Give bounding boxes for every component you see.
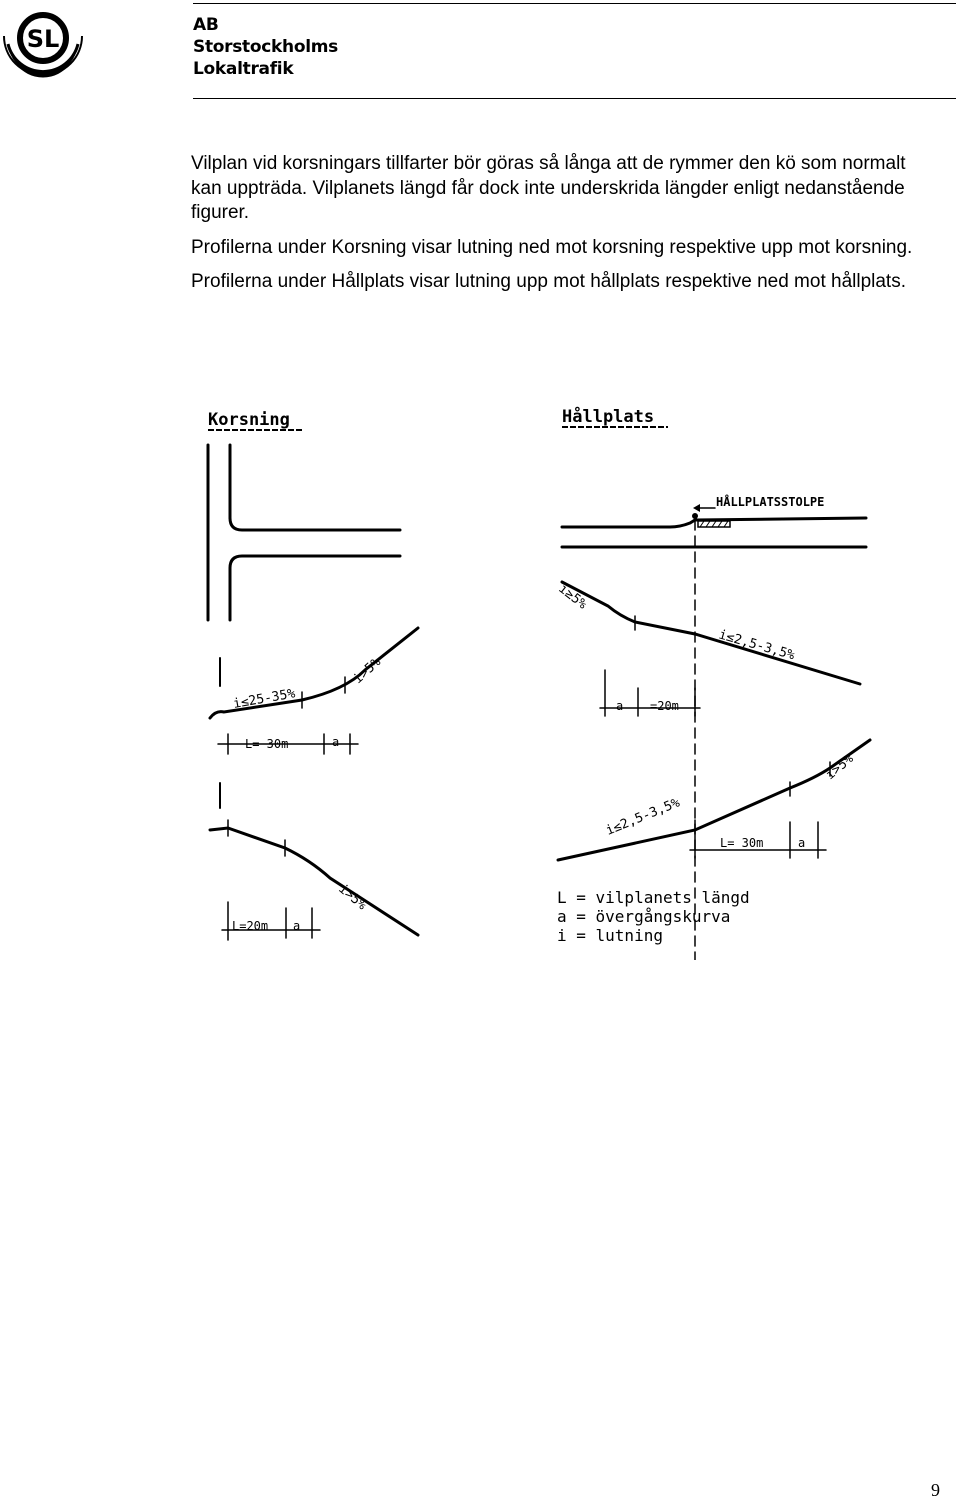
hallplats-profile-bottom [558, 740, 870, 860]
header-rule [193, 98, 956, 99]
hallplats-length-30: L= 30m [720, 836, 764, 850]
korsning-length-20: L=20m [232, 919, 269, 933]
svg-text:SL: SL [26, 25, 60, 53]
hallplats-slope-steep-top: i≥5% [555, 581, 590, 613]
korsning-slope-down: i>5% [335, 881, 370, 914]
paragraph-1: Vilplan vid korsningars tillfarter bör göras så långa att de rymmer den kö som normalt kan uppträda. Vilplanets längd får dock inte underskrida längder enligt nedanstående figurer. [191, 153, 906, 223]
korsning-slope-high: i>5% [350, 654, 384, 687]
profile-figure [190, 390, 890, 960]
korsning-profile-down [210, 783, 418, 935]
company-line-1: AB [193, 15, 219, 35]
company-line-3: Lokaltrafik [193, 59, 294, 79]
paragraph-3: Profilerna under Hållplats visar lutning upp mot hållplats respektive ned mot hållplats. [191, 271, 906, 292]
stop-pole-label: HÅLLPLATSSTOLPE [716, 495, 825, 509]
korsning-plan [208, 445, 400, 620]
header-rule-top [193, 3, 956, 4]
korsning-a-2: a [293, 919, 301, 933]
korsning-slope-low: i≤25-35% [232, 686, 297, 712]
hallplats-slope-flat-top: i≤2,5-3,5% [716, 627, 797, 664]
hallplats-length-20: =20m [650, 699, 679, 713]
hallplats-slope-steep-bottom: i>5% [822, 751, 857, 784]
paragraph-2: Profilerna under Korsning visar lutning ned mot korsning respektive upp mot korsning. [191, 236, 913, 258]
hallplats-slope-flat-bottom: i≤2,5-3,5% [603, 795, 683, 839]
profile-diagram [190, 390, 890, 960]
body-text [191, 152, 931, 305]
legend-line-3: i = lutning [557, 926, 663, 945]
korsning-length-30: L= 30m [245, 737, 289, 751]
korsning-title: Korsning [208, 410, 290, 430]
hallplats-profile-top [562, 582, 860, 684]
hallplats-a-1: a [616, 699, 624, 713]
company-line-2: Storstockholms [193, 37, 338, 57]
legend-line-2: a = övergångskurva [557, 907, 731, 926]
korsning-a-1: a [332, 735, 340, 749]
legend-line-1: L = vilplanets längd [557, 888, 750, 907]
company-name [193, 14, 338, 80]
page-number: 9 [931, 1480, 940, 1500]
hallplats-title: Hållplats [562, 407, 655, 427]
hallplats-a-2: a [798, 836, 806, 850]
sl-logo [2, 4, 86, 80]
sl-logo-icon [2, 4, 86, 80]
